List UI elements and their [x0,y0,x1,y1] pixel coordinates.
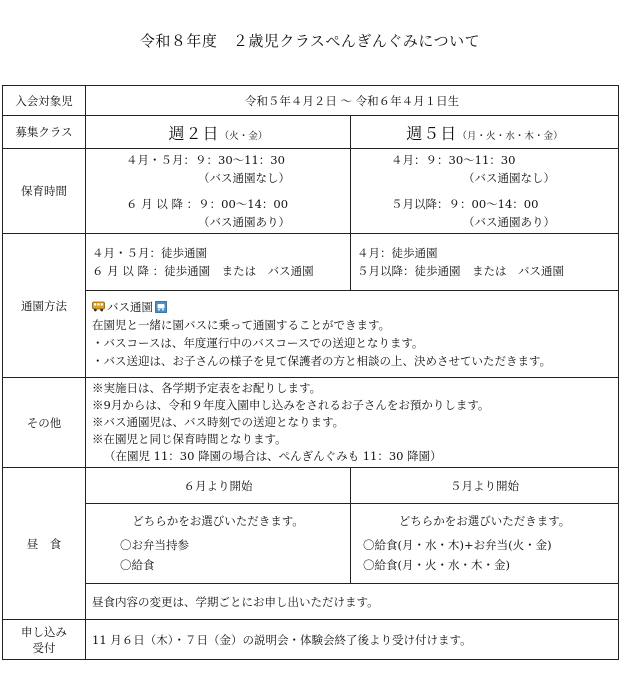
label-lunch: 昼 食 [3,468,86,620]
row-target [3,86,619,116]
lunch-right [351,504,619,584]
hours-right-line-1: ４月：９：30～11：30 [391,153,516,167]
bus-info [86,291,619,378]
hours-right [351,149,619,234]
class-right-main: 週５日 [406,123,458,143]
row-lunch-head [3,468,619,504]
row-commute [3,234,619,291]
label-apply-line-2: 受付 [32,640,56,655]
lunch-right-option-2: 〇給食(月・火・水・木・金) [363,557,510,572]
other-line-2: ※9月からは、令和９年度入園申し込みをされるお子さんをお預かりします。 [92,398,490,412]
page-title: 令和８年度 ２歳児クラスぺんぎんぐみについて [139,32,481,50]
class-left-main: 週２日 [168,123,220,143]
lunch-left-option-1: 〇お弁当持参 [120,537,189,552]
target-value: 令和５年４月２日 ～ 令和６年４月１日生 [86,86,619,116]
lunch-left-intro: どちらかをお選びいただきます。 [132,513,304,528]
label-target: 入会対象児 [3,86,86,116]
row-bus [3,291,619,378]
commute-left [86,234,351,291]
label-commute: 通園方法 [3,234,86,378]
hours-right-line-3: ５月以降：９：00～14：00 [391,197,539,211]
hours-right-line-4: （バス通園あり） [463,215,555,229]
lunch-note: 昼食内容の変更は、学期ごとにお申し出いただけます。 [86,584,619,620]
hours-left-line-4: （バス通園あり） [198,215,290,229]
commute-left-line-1: ４月・５月：徒歩通園 [92,246,207,260]
commute-left-line-2: ６ 月 以 降 ：徒歩通園 または バス通園 [92,264,314,278]
lunch-left-head: ６月より開始 [86,468,351,504]
row-other [3,378,619,468]
row-class [3,116,619,149]
apply-value: 11 月６日（木）・７日（金）の説明会・体験会終了後より受け付けます。 [86,620,619,660]
commute-right-line-2: ５月以降：徒歩通園 または バス通園 [357,264,564,278]
row-hours [3,149,619,234]
bus-line-2: ・バスコースは、年度運行中のバスコースでの送迎となります。 [92,336,424,350]
class-left-sub: （火・金） [219,130,268,142]
bus-heading-line [92,298,612,316]
label-apply-line-1: 申し込み [21,624,67,639]
row-lunch-options [3,504,619,584]
other-info [86,378,619,468]
commute-right [351,234,619,291]
lunch-right-head: ５月より開始 [351,468,619,504]
class-right [351,116,619,149]
lunch-right-option-1: 〇給食(月・水・木)+お弁当(火・金) [363,537,552,552]
row-apply [3,620,619,660]
hours-right-line-2: （バス通園なし） [463,171,555,185]
hours-left-line-2: （バス通園なし） [198,171,290,185]
other-line-1: ※実施日は、各学期予定表をお配りします。 [92,381,322,395]
row-lunch-note [3,584,619,620]
other-line-4: ※在園児と同じ保育時間となります。 [92,432,287,446]
label-class: 募集クラス [3,116,86,149]
bus-line-1: 在園児と一緒に園バスに乗って通園することができます。 [92,318,391,332]
bus-stop-icon [155,301,167,313]
bus-icon [92,301,105,312]
other-line-5: （在園児 11：30 降園の場合は、ぺんぎんぐみも 11：30 降園） [104,449,442,463]
hours-left [86,149,351,234]
class-left [86,116,351,149]
label-other: その他 [3,378,86,468]
bus-heading: バス通園 [107,300,153,314]
bus-line-3: ・バス送迎は、お子さんの様子を見て保護者の方と相談の上、決めさせていただきます。 [92,354,552,368]
class-right-sub: （月・火・水・木・金） [457,130,563,142]
lunch-left [86,504,351,584]
info-table [2,85,619,660]
other-line-3: ※バス通園児は、バス時刻での送迎となります。 [92,415,345,429]
hours-left-line-1: ４月・５月：９：30～11：30 [126,153,285,167]
commute-right-line-1: ４月：徒歩通園 [357,246,438,260]
label-apply [3,620,86,660]
lunch-left-option-2: 〇給食 [120,557,155,572]
label-hours: 保育時間 [3,149,86,234]
lunch-right-intro: どちらかをお選びいただきます。 [398,513,571,528]
hours-left-line-3: ６ 月 以 降 ：９：00～14：00 [126,197,289,211]
